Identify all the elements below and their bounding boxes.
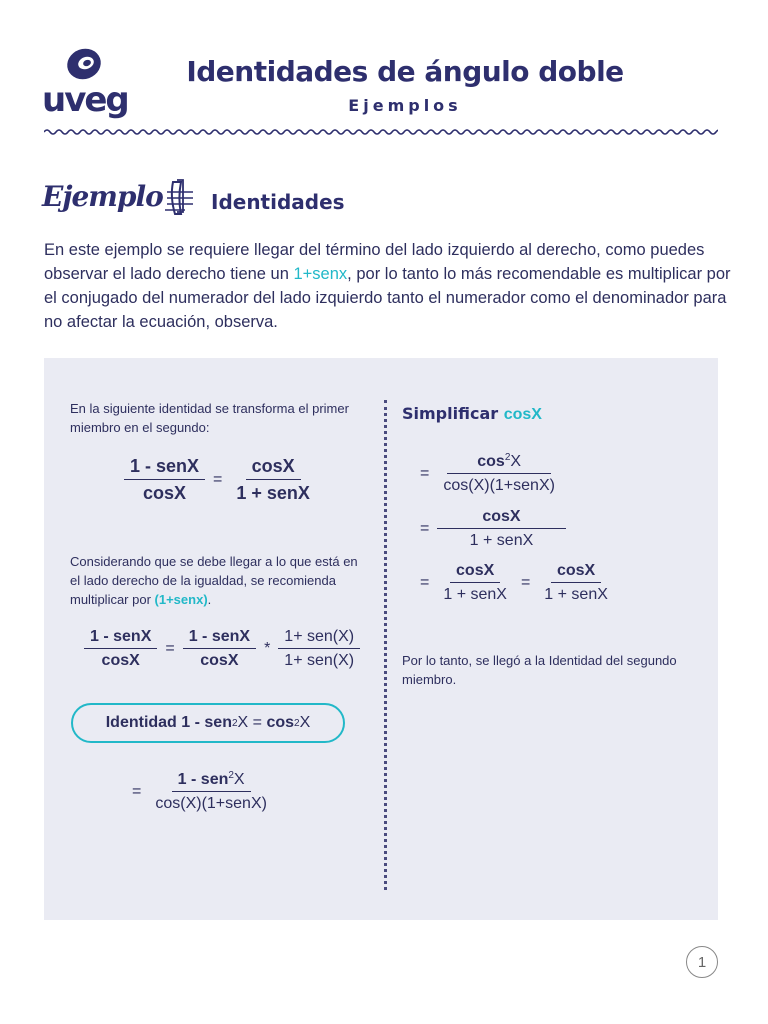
step1-denominator: cos(X)(1+senX) bbox=[443, 477, 555, 494]
step2-denominator: 1 + senX bbox=[469, 532, 534, 549]
identity-label: Identidad bbox=[105, 714, 177, 731]
consider-end: . bbox=[207, 592, 212, 607]
step3-left-numerator: cosX bbox=[450, 562, 500, 583]
step3-right-denominator: 1 + senX bbox=[544, 586, 608, 603]
step1-equals: = bbox=[420, 464, 430, 482]
step1-fraction bbox=[437, 452, 561, 495]
step3-equals-2: = bbox=[520, 574, 531, 591]
equation-1 bbox=[124, 456, 316, 504]
section-heading: Identidades bbox=[211, 190, 345, 214]
simplify-step-1 bbox=[418, 452, 561, 495]
identity-rhs-exponent: 2 bbox=[294, 717, 300, 729]
step1-num-exponent: 2 bbox=[504, 452, 511, 463]
equation-2 bbox=[84, 628, 360, 670]
left-consider-text bbox=[70, 552, 370, 609]
step2-fraction bbox=[437, 508, 565, 550]
wavy-divider bbox=[44, 127, 718, 137]
step3-right-numerator: cosX bbox=[551, 562, 601, 583]
logo-text: uveg bbox=[42, 80, 128, 120]
intro-text-2: , por lo tanto lo más recomendable es multiplicar por el conjugado del numerador del lado izquierdo tanto el numerador como el denominador para no afectar la ecuación, observa. bbox=[44, 265, 731, 331]
eq3-denominator: cos(X)(1+senX) bbox=[155, 795, 267, 812]
eq2-right-denominator: 1+ sen(X) bbox=[284, 652, 355, 669]
step1-num-x: X bbox=[510, 453, 522, 470]
eq2-middle-denominator: cosX bbox=[200, 652, 239, 669]
eq1-right-fraction bbox=[230, 456, 316, 504]
eq1-right-numerator: cosX bbox=[246, 456, 301, 480]
eq2-equals: = bbox=[165, 640, 175, 657]
page-title: Identidades de ángulo doble bbox=[186, 55, 624, 88]
identity-equals: = bbox=[252, 714, 262, 731]
equation-3 bbox=[130, 770, 273, 813]
simplify-title bbox=[402, 404, 542, 424]
step3-left-fraction bbox=[437, 562, 513, 604]
eq3-equals: = bbox=[132, 782, 142, 800]
step3-equals: = bbox=[420, 574, 430, 591]
eq1-left-fraction bbox=[124, 456, 205, 504]
eq1-left-denominator: cosX bbox=[143, 483, 187, 503]
step2-equals: = bbox=[420, 520, 430, 537]
simplify-highlight: cosX bbox=[503, 406, 542, 423]
eq1-equals: = bbox=[213, 471, 223, 488]
identity-rhs-x: X bbox=[299, 714, 311, 731]
consider-text: Considerando que se debe llegar a lo que está en el lado derecho de la igualdad, se recomienda multiplicar por bbox=[70, 554, 358, 607]
simplify-step-2 bbox=[418, 508, 566, 550]
page-subtitle: Ejemplos bbox=[348, 96, 462, 115]
simplify-step-3 bbox=[418, 562, 614, 604]
page-number: 1 bbox=[686, 946, 718, 978]
eq1-right-denominator: 1 + senX bbox=[236, 483, 310, 503]
step3-right-fraction bbox=[538, 562, 614, 604]
eq2-times: * bbox=[264, 640, 271, 657]
dotted-column-divider bbox=[384, 400, 387, 890]
identity-lhs: 1 - sen bbox=[181, 714, 232, 731]
eq2-left-denominator: cosX bbox=[101, 652, 140, 669]
eq2-right-fraction bbox=[278, 628, 360, 670]
eq3-fraction bbox=[149, 770, 273, 813]
left-intro-text: En la siguiente identidad se transforma el primer miembro en el segundo: bbox=[70, 401, 349, 435]
identity-rhs: cos bbox=[266, 714, 295, 731]
eq3-num-x: X bbox=[233, 771, 245, 788]
identity-lhs-exponent: 2 bbox=[231, 717, 238, 729]
step1-num-text: cos bbox=[477, 453, 505, 470]
eq2-left-numerator: 1 - senX bbox=[84, 628, 157, 649]
intro-paragraph bbox=[44, 238, 734, 334]
eq3-num-exponent: 2 bbox=[228, 770, 234, 781]
eq2-right-numerator: 1+ sen(X) bbox=[278, 628, 360, 649]
conclusion-text: Por lo tanto, se llegó a la Identidad del segundo miembro. bbox=[402, 653, 677, 687]
eq2-middle-fraction bbox=[183, 628, 256, 670]
intro-text-1: En este ejemplo se requiere llegar del término del lado izquierdo al derecho, como puedes observar el lado derecho tiene un bbox=[44, 241, 705, 283]
eq1-left-numerator: 1 - senX bbox=[124, 456, 205, 480]
eq3-num-text: 1 - sen bbox=[177, 771, 229, 788]
ejemplo-label: Ejemplo bbox=[42, 180, 163, 213]
step3-left-denominator: 1 + senX bbox=[443, 586, 507, 603]
identity-pill bbox=[71, 703, 345, 743]
intro-highlight: 1+senx bbox=[293, 265, 348, 283]
simplify-label: Simplificar bbox=[402, 404, 504, 423]
pencil-paper-icon bbox=[163, 178, 199, 218]
eq3-numerator bbox=[172, 770, 251, 792]
eq2-left-fraction bbox=[84, 628, 157, 670]
step1-numerator bbox=[447, 452, 551, 474]
eq2-middle-numerator: 1 - senX bbox=[183, 628, 256, 649]
identity-lhs-x: X bbox=[237, 714, 249, 731]
step2-numerator: cosX bbox=[437, 508, 565, 529]
uveg-logo bbox=[42, 42, 128, 122]
consider-highlight: (1+senx) bbox=[154, 592, 208, 607]
